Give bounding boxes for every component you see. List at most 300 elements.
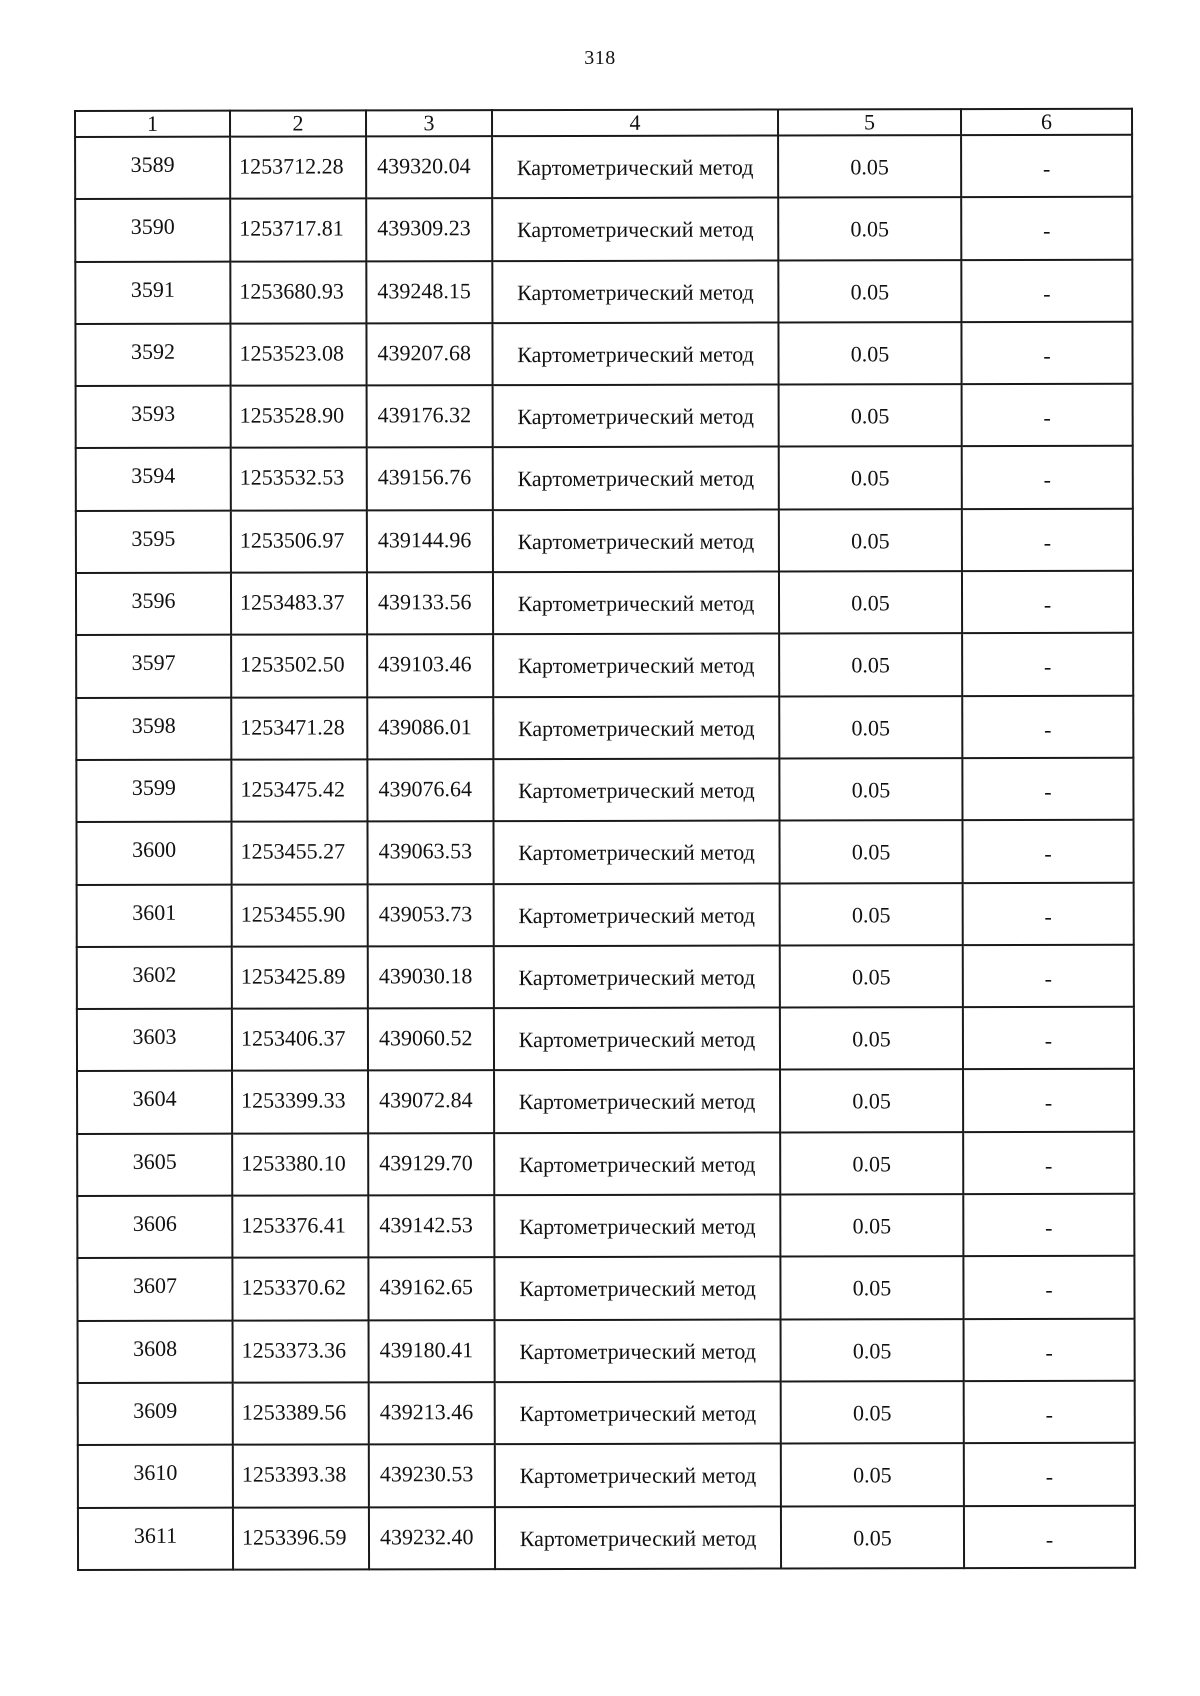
table-row <box>75 197 1132 262</box>
note-cell-text: - <box>1044 841 1052 867</box>
accuracy-cell-text: 0.05 <box>852 1088 891 1114</box>
accuracy-cell-text: 0.05 <box>850 278 890 304</box>
point-number-cell-text: 3603 <box>132 1023 177 1050</box>
note-cell <box>961 322 1132 385</box>
y-coordinate-cell-text: 439129.70 <box>379 1149 473 1176</box>
y-coordinate-cell-text: 439076.64 <box>378 776 472 802</box>
accuracy-cell-text: 0.05 <box>851 528 890 554</box>
y-coordinate-cell <box>368 1257 494 1320</box>
header-row <box>75 109 1132 137</box>
point-number-cell <box>76 448 231 511</box>
accuracy-cell <box>780 1194 963 1257</box>
x-coordinate-cell <box>231 572 367 635</box>
point-number-cell <box>78 1445 233 1508</box>
x-coordinate-cell <box>232 1195 368 1258</box>
table-row <box>77 882 1134 947</box>
x-coordinate-cell <box>230 323 366 386</box>
accuracy-cell-text: 0.05 <box>851 839 891 865</box>
table-body <box>75 135 1135 1570</box>
y-coordinate-cell <box>366 198 492 261</box>
point-number-cell <box>78 1383 233 1446</box>
point-number-cell-text: 3611 <box>133 1522 178 1548</box>
note-cell-text: - <box>1043 218 1051 244</box>
accuracy-cell <box>780 1007 963 1070</box>
method-cell <box>493 758 779 821</box>
table-row <box>77 1069 1134 1134</box>
header-cell: 6 <box>961 109 1132 135</box>
table-row <box>76 571 1133 636</box>
point-number-cell <box>76 573 231 636</box>
method-cell <box>494 1008 780 1071</box>
method-cell-text: Картометрический метод <box>516 216 754 243</box>
point-number-cell <box>76 386 231 449</box>
x-coordinate-cell <box>232 1133 368 1196</box>
x-coordinate-cell <box>231 448 367 511</box>
accuracy-cell-text: 0.05 <box>850 403 890 429</box>
table-row <box>76 509 1133 574</box>
note-cell-text: - <box>1043 592 1052 618</box>
accuracy-cell <box>781 1319 964 1382</box>
note-cell-text: - <box>1043 342 1051 368</box>
method-cell-text: Картометрический метод <box>518 1151 756 1177</box>
note-cell <box>961 259 1132 322</box>
y-coordinate-cell-text: 439053.73 <box>378 900 473 926</box>
x-coordinate-cell-text: 1253373.36 <box>241 1337 347 1363</box>
accuracy-cell-text: 0.05 <box>852 964 891 990</box>
note-cell <box>961 197 1132 260</box>
y-coordinate-cell <box>367 634 493 697</box>
note-cell <box>963 1256 1134 1319</box>
method-cell <box>493 821 779 884</box>
method-cell-text: Картометрический метод <box>517 652 755 679</box>
method-cell <box>494 1257 780 1320</box>
method-cell-text: Картометрический метод <box>518 902 755 928</box>
x-coordinate-cell <box>232 1009 368 1072</box>
method-cell-text: Картометрический метод <box>517 590 755 617</box>
method-cell <box>493 509 779 572</box>
y-coordinate-cell-text: 439232.40 <box>379 1523 474 1549</box>
method-cell-text: Картометрический метод <box>518 964 756 990</box>
x-coordinate-cell-text: 1253528.90 <box>239 402 345 428</box>
note-cell-text: - <box>1045 1277 1053 1303</box>
point-number-cell-text: 3595 <box>131 525 176 551</box>
accuracy-cell-text: 0.05 <box>851 590 890 616</box>
accuracy-cell <box>779 509 962 572</box>
method-cell <box>492 136 778 199</box>
method-cell <box>493 634 779 697</box>
x-coordinate-cell-text: 1253523.08 <box>239 340 345 366</box>
method-cell-text: Картометрический метод <box>517 279 754 305</box>
y-coordinate-cell <box>369 1382 495 1445</box>
y-coordinate-cell-text: 439156.76 <box>377 464 472 490</box>
header-cell: 5 <box>778 109 961 135</box>
point-number-cell <box>77 1258 232 1321</box>
accuracy-cell <box>779 571 962 634</box>
x-coordinate-cell <box>231 759 367 822</box>
accuracy-cell <box>779 634 962 697</box>
y-coordinate-cell <box>367 821 493 884</box>
point-number-cell <box>78 1507 233 1570</box>
point-number-cell <box>75 199 230 262</box>
point-number-cell <box>77 947 232 1010</box>
x-coordinate-cell <box>230 261 366 324</box>
accuracy-cell <box>780 945 963 1008</box>
header-cell: 2 <box>230 110 366 136</box>
method-cell-text: Картометрический метод <box>516 154 754 181</box>
x-coordinate-cell <box>233 1445 369 1508</box>
y-coordinate-cell-text: 439063.53 <box>378 838 473 864</box>
accuracy-cell-text: 0.05 <box>850 154 889 180</box>
point-number-cell-text: 3592 <box>130 338 176 364</box>
x-coordinate-cell-text: 1253399.33 <box>241 1087 346 1114</box>
note-cell-text: - <box>1045 1464 1054 1490</box>
x-coordinate-cell-text: 1253455.27 <box>240 838 346 864</box>
note-cell-text: - <box>1043 467 1051 493</box>
y-coordinate-cell <box>368 946 494 1009</box>
point-number-cell <box>75 324 230 387</box>
x-coordinate-cell-text: 1253396.59 <box>241 1523 347 1550</box>
accuracy-cell-text: 0.05 <box>851 652 890 678</box>
table-row <box>77 945 1134 1010</box>
note-cell-text: - <box>1045 1526 1054 1552</box>
accuracy-cell-text: 0.05 <box>850 341 890 367</box>
method-cell-text: Картометрический метод <box>519 1400 757 1427</box>
table-row <box>76 758 1133 823</box>
method-cell <box>494 1195 780 1258</box>
note-cell-text: - <box>1043 280 1051 306</box>
note-cell <box>964 1505 1135 1568</box>
method-cell-text: Картометрический метод <box>519 1525 757 1551</box>
method-cell <box>493 447 779 510</box>
accuracy-cell <box>778 135 961 198</box>
method-cell-text: Картометрический метод <box>517 715 755 741</box>
note-cell <box>962 758 1133 821</box>
x-coordinate-cell <box>230 199 366 262</box>
note-cell-text: - <box>1044 965 1053 991</box>
method-cell <box>492 260 778 323</box>
accuracy-cell-text: 0.05 <box>850 465 890 491</box>
method-cell <box>492 198 778 261</box>
method-cell-text: Картометрический метод <box>519 1275 756 1302</box>
note-cell <box>963 1194 1134 1257</box>
point-number-cell <box>77 1071 232 1134</box>
y-coordinate-cell-text: 439142.53 <box>379 1212 473 1238</box>
x-coordinate-cell <box>231 510 367 573</box>
method-cell <box>495 1506 781 1569</box>
point-number-cell-text: 3600 <box>132 837 177 863</box>
table-row <box>77 1132 1134 1197</box>
note-cell <box>964 1318 1135 1381</box>
note-cell-text: - <box>1044 778 1052 804</box>
y-coordinate-cell-text: 439213.46 <box>379 1399 474 1425</box>
y-coordinate-cell-text: 439162.65 <box>379 1274 473 1300</box>
y-coordinate-cell-text: 439030.18 <box>378 963 473 989</box>
x-coordinate-cell <box>231 635 367 698</box>
point-number-cell-text: 3590 <box>130 214 175 240</box>
accuracy-cell-text: 0.05 <box>852 1337 892 1364</box>
note-cell-text: - <box>1045 1339 1053 1365</box>
method-cell-text: Картометрический метод <box>518 839 755 866</box>
note-cell <box>962 571 1133 634</box>
point-number-cell-text: 3609 <box>133 1397 178 1423</box>
x-coordinate-cell-text: 1253506.97 <box>239 527 345 553</box>
point-number-cell <box>77 884 232 947</box>
accuracy-cell-text: 0.05 <box>852 1400 892 1426</box>
y-coordinate-cell <box>368 1008 494 1071</box>
y-coordinate-cell-text: 439207.68 <box>377 340 472 366</box>
x-coordinate-cell-text: 1253712.28 <box>239 153 344 179</box>
y-coordinate-cell <box>367 510 493 573</box>
accuracy-cell <box>779 696 962 759</box>
y-coordinate-cell <box>368 884 494 947</box>
y-coordinate-cell <box>367 385 493 448</box>
point-number-cell-text: 3594 <box>131 463 176 489</box>
accuracy-cell-text: 0.05 <box>850 216 890 242</box>
x-coordinate-cell <box>230 136 366 199</box>
accuracy-cell <box>780 1132 963 1195</box>
accuracy-cell <box>779 447 962 510</box>
point-number-cell <box>78 1320 233 1383</box>
table-row <box>76 384 1133 449</box>
table-row <box>77 1194 1134 1259</box>
point-number-cell <box>77 1196 232 1259</box>
header-cell: 4 <box>492 110 778 137</box>
method-cell-text: Картометрический метод <box>519 1213 756 1240</box>
method-cell-text: Картометрический метод <box>518 1089 756 1115</box>
table-row <box>76 633 1133 698</box>
note-cell <box>964 1443 1135 1506</box>
x-coordinate-cell <box>232 1258 368 1321</box>
x-coordinate-cell <box>233 1507 369 1570</box>
x-coordinate-cell <box>233 1382 369 1445</box>
method-cell-text: Картометрический метод <box>518 777 755 804</box>
x-coordinate-cell-text: 1253406.37 <box>240 1025 346 1051</box>
note-cell-text: - <box>1045 1152 1053 1178</box>
x-coordinate-cell-text: 1253502.50 <box>240 651 345 678</box>
accuracy-cell <box>779 384 962 447</box>
note-cell-text: - <box>1042 155 1051 181</box>
point-number-cell <box>75 261 230 324</box>
x-coordinate-cell-text: 1253483.37 <box>240 589 345 615</box>
note-cell <box>962 384 1133 447</box>
x-coordinate-cell <box>232 884 368 947</box>
accuracy-cell <box>780 1070 963 1133</box>
table-row <box>75 259 1132 324</box>
x-coordinate-cell-text: 1253532.53 <box>239 464 345 491</box>
note-cell-text: - <box>1044 1028 1053 1054</box>
note-cell-text: - <box>1044 903 1052 929</box>
accuracy-cell-text: 0.05 <box>852 1151 891 1177</box>
x-coordinate-cell <box>231 697 367 760</box>
point-number-cell-text: 3596 <box>131 587 176 613</box>
note-cell-text: - <box>1043 654 1052 680</box>
method-cell <box>494 1070 780 1133</box>
y-coordinate-cell <box>366 261 492 324</box>
x-coordinate-cell <box>232 946 368 1009</box>
y-coordinate-cell <box>367 448 493 511</box>
note-cell-text: - <box>1043 405 1051 431</box>
accuracy-cell-text: 0.05 <box>853 1524 892 1550</box>
point-number-cell-text: 3599 <box>131 774 176 800</box>
point-number-cell <box>77 1009 232 1072</box>
method-cell <box>494 945 780 1008</box>
note-cell <box>962 695 1133 758</box>
note-cell <box>962 446 1133 509</box>
table-row <box>75 135 1132 200</box>
x-coordinate-cell-text: 1253680.93 <box>239 278 344 304</box>
page-number: 318 <box>584 47 616 69</box>
table-row <box>78 1318 1135 1383</box>
x-coordinate-cell-text: 1253717.81 <box>239 215 344 241</box>
note-cell-text: - <box>1045 1215 1053 1241</box>
y-coordinate-cell <box>368 1133 494 1196</box>
method-cell-text: Картометрический метод <box>517 403 754 430</box>
point-number-cell-text: 3598 <box>131 712 176 738</box>
y-coordinate-cell <box>367 572 493 635</box>
point-number-cell-text: 3597 <box>131 650 176 676</box>
x-coordinate-cell-text: 1253376.41 <box>241 1212 346 1238</box>
point-number-cell-text: 3606 <box>132 1210 177 1236</box>
table-row <box>78 1443 1135 1508</box>
table-row <box>76 446 1133 511</box>
table-header <box>75 109 1132 137</box>
accuracy-cell-text: 0.05 <box>853 1462 892 1488</box>
point-number-cell-text: 3604 <box>132 1086 177 1112</box>
point-number-cell-text: 3608 <box>133 1335 178 1361</box>
point-number-cell-text: 3610 <box>133 1460 178 1486</box>
y-coordinate-cell <box>368 1195 494 1258</box>
y-coordinate-cell-text: 439072.84 <box>379 1087 473 1113</box>
y-coordinate-cell-text: 439320.04 <box>377 153 471 179</box>
y-coordinate-cell <box>369 1320 495 1383</box>
header-cell: 3 <box>366 110 492 136</box>
x-coordinate-cell-text: 1253380.10 <box>241 1150 346 1176</box>
accuracy-cell <box>780 1256 963 1319</box>
y-coordinate-cell-text: 439180.41 <box>379 1336 474 1363</box>
point-number-cell <box>75 137 230 200</box>
x-coordinate-cell-text: 1253455.90 <box>240 900 346 927</box>
y-coordinate-cell <box>367 697 493 760</box>
note-cell <box>964 1381 1135 1444</box>
x-coordinate-cell <box>231 822 367 885</box>
header-cell: 1 <box>75 111 230 137</box>
note-cell <box>963 882 1134 945</box>
accuracy-cell-text: 0.05 <box>851 714 891 741</box>
accuracy-cell <box>780 883 963 946</box>
y-coordinate-cell-text: 439060.52 <box>378 1025 473 1051</box>
table-row <box>75 322 1132 387</box>
note-cell <box>962 820 1133 883</box>
method-cell <box>494 883 780 946</box>
y-coordinate-cell-text: 439144.96 <box>377 526 472 553</box>
method-cell <box>493 696 779 759</box>
point-number-cell-text: 3601 <box>132 899 177 925</box>
method-cell-text: Картометрический метод <box>518 1026 756 1053</box>
y-coordinate-cell-text: 439230.53 <box>379 1461 474 1487</box>
point-number-cell <box>77 1133 232 1196</box>
table-row <box>78 1381 1135 1446</box>
method-cell <box>493 572 779 635</box>
accuracy-cell-text: 0.05 <box>852 1275 892 1301</box>
method-cell <box>495 1381 781 1444</box>
y-coordinate-cell <box>366 136 492 199</box>
accuracy-cell-text: 0.05 <box>852 1026 891 1052</box>
x-coordinate-cell-text: 1253389.56 <box>241 1399 347 1425</box>
accuracy-cell-text: 0.05 <box>852 1213 892 1239</box>
accuracy-cell <box>778 322 961 385</box>
y-coordinate-cell <box>367 759 493 822</box>
note-cell <box>963 1007 1134 1070</box>
note-cell-text: - <box>1043 529 1052 555</box>
x-coordinate-cell <box>233 1320 369 1383</box>
accuracy-cell <box>778 197 961 260</box>
point-number-cell-text: 3593 <box>131 400 176 427</box>
point-number-cell-text: 3589 <box>130 151 175 177</box>
x-coordinate-cell-text: 1253393.38 <box>241 1461 347 1487</box>
point-number-cell <box>76 822 231 885</box>
accuracy-cell-text: 0.05 <box>851 901 891 927</box>
y-coordinate-cell <box>369 1444 495 1507</box>
note-cell <box>962 633 1133 696</box>
note-cell <box>963 1132 1134 1195</box>
method-cell-text: Картометрический метод <box>519 1462 757 1489</box>
point-number-cell-text: 3602 <box>132 961 177 987</box>
x-coordinate-cell-text: 1253370.62 <box>241 1274 346 1300</box>
note-cell-text: - <box>1045 1401 1053 1427</box>
point-number-cell-text: 3591 <box>130 276 175 302</box>
note-cell <box>963 1069 1134 1132</box>
point-number-cell-text: 3607 <box>132 1273 177 1299</box>
method-cell <box>495 1319 781 1382</box>
table-row <box>77 1256 1134 1321</box>
point-number-cell-text: 3605 <box>132 1148 177 1174</box>
y-coordinate-cell-text: 439133.56 <box>378 589 472 615</box>
x-coordinate-cell <box>231 386 367 449</box>
x-coordinate-cell-text: 1253471.28 <box>240 714 345 740</box>
y-coordinate-cell-text: 439103.46 <box>378 651 472 677</box>
coordinates-table <box>74 108 1136 1571</box>
x-coordinate-cell <box>232 1071 368 1134</box>
note-cell-text: - <box>1044 1090 1053 1116</box>
note-cell-text: - <box>1044 716 1052 742</box>
accuracy-cell <box>781 1506 964 1569</box>
point-number-cell <box>76 635 231 698</box>
accuracy-cell <box>779 820 962 883</box>
note-cell <box>962 509 1133 572</box>
y-coordinate-cell-text: 439248.15 <box>377 277 471 303</box>
y-coordinate-cell-text: 439176.32 <box>377 402 472 428</box>
y-coordinate-cell <box>368 1071 494 1134</box>
table-row <box>76 820 1133 885</box>
method-cell-text: Картометрический метод <box>519 1338 756 1364</box>
y-coordinate-cell <box>366 323 492 386</box>
method-cell-text: Картометрический метод <box>517 528 755 554</box>
table-row <box>78 1505 1135 1570</box>
table-row <box>76 695 1133 760</box>
method-cell <box>494 1132 780 1195</box>
x-coordinate-cell-text: 1253475.42 <box>240 776 345 802</box>
point-number-cell <box>76 510 231 573</box>
method-cell-text: Картометрический метод <box>517 466 755 492</box>
accuracy-cell <box>779 758 962 821</box>
x-coordinate-cell-text: 1253425.89 <box>240 963 346 989</box>
method-cell <box>492 322 778 385</box>
accuracy-cell <box>778 260 961 323</box>
point-number-cell <box>76 697 231 760</box>
accuracy-cell <box>781 1443 964 1506</box>
point-number-cell <box>76 760 231 823</box>
accuracy-cell <box>781 1381 964 1444</box>
